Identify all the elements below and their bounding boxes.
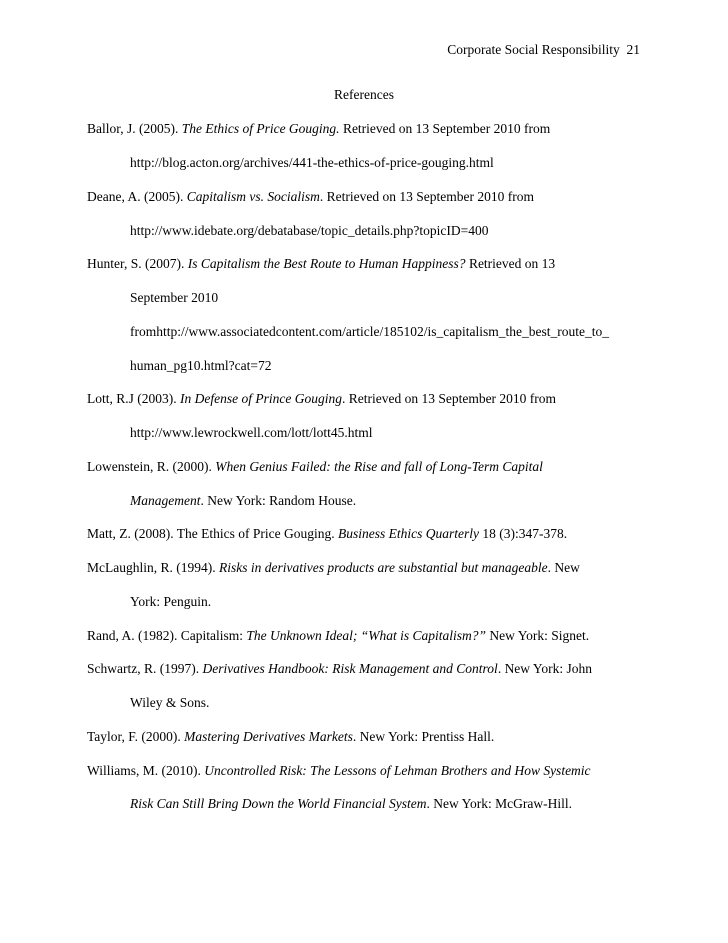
reference-hunter-date: September 2010: [130, 290, 219, 305]
ref-title: When Genius Failed: the Rise and fall of Long-Term Capital: [215, 459, 543, 474]
reference-schwartz-cont: Wiley & Sons.: [130, 695, 210, 710]
ref-author-date: Ballor, J. (2005).: [87, 121, 182, 136]
ref-journal: Business Ethics Quarterly: [337, 526, 479, 541]
ref-source: . New: [547, 560, 580, 575]
reference-williams: [87, 763, 591, 779]
reference-schwartz: [87, 661, 592, 677]
ref-author-date: Williams, M. (2010).: [87, 763, 205, 778]
reference-ballor-url: http://blog.acton.org/archives/441-the-ethics-of-price-gouging.html: [130, 155, 494, 170]
ref-source: 18 (3):347-378.: [478, 526, 568, 541]
ref-author-date: Schwartz, R. (1997).: [87, 661, 203, 676]
ref-source: . New York: McGraw-Hill.: [426, 796, 572, 811]
ref-source: New York: Signet.: [486, 628, 590, 643]
reference-lott: [87, 391, 556, 407]
ref-author-date: Lott, R.J (2003).: [87, 391, 180, 406]
reference-matt: [87, 526, 567, 542]
reference-mclaughlin: [87, 560, 580, 576]
ref-author-date: Deane, A. (2005).: [87, 189, 187, 204]
reference-mclaughlin-cont: York: Penguin.: [130, 594, 212, 609]
reference-lowenstein: [87, 459, 543, 475]
ref-author-date: Rand, A. (1982). Capitalism:: [87, 628, 247, 643]
reference-hunter-url-1: fromhttp://www.associatedcontent.com/article/185102/is_capitalism_the_best_route_to_: [130, 324, 610, 339]
ref-title: The Ethics of Price Gouging.: [181, 121, 340, 136]
reference-deane: [87, 189, 534, 205]
ref-source: Retrieved on 13 September 2010 from: [339, 121, 551, 136]
ref-source: . Retrieved on 13 September 2010 from: [341, 391, 557, 406]
ref-source: . New York: Random House.: [200, 493, 357, 508]
reference-taylor: [87, 729, 494, 745]
reference-hunter-url-2: human_pg10.html?cat=72: [130, 358, 272, 373]
reference-williams-cont: [130, 796, 572, 812]
ref-title: Is Capitalism the Best Route to Human Happiness?: [187, 256, 466, 271]
ref-title: Risks in derivatives products are substantial but manageable: [218, 560, 548, 575]
running-header: [447, 42, 640, 58]
ref-title: In Defense of Prince Gouging: [180, 391, 342, 406]
reference-deane-url: http://www.idebate.org/debatabase/topic_details.php?topicID=400: [130, 223, 489, 238]
references-heading: References: [334, 87, 394, 102]
reference-hunter: [87, 256, 555, 272]
running-head-title: Corporate Social Responsibility: [447, 42, 620, 57]
ref-author-date: Taylor, F. (2000).: [87, 729, 185, 744]
ref-author-date: McLaughlin, R. (1994).: [87, 560, 219, 575]
reference-rand: [87, 628, 589, 644]
ref-author-date: Matt, Z. (2008). The Ethics of Price Gouging.: [87, 526, 338, 541]
ref-author-date: Hunter, S. (2007).: [87, 256, 188, 271]
ref-source: . New York: Prentiss Hall.: [352, 729, 495, 744]
ref-author-date: Lowenstein, R. (2000).: [87, 459, 216, 474]
ref-source: . New York: John: [497, 661, 592, 676]
ref-title: Derivatives Handbook: Risk Management and Control: [202, 661, 498, 676]
ref-title: The Unknown Ideal; “What is Capitalism?”: [246, 628, 487, 643]
ref-source: . Retrieved on 13 September 2010 from: [319, 189, 534, 204]
reference-ballor: [87, 121, 550, 137]
ref-title-cont: Risk Can Still Bring Down the World Financial System: [130, 796, 427, 811]
ref-title: Uncontrolled Risk: The Lessons of Lehman Brothers and How Systemic: [204, 763, 591, 778]
ref-title-cont: Management: [130, 493, 201, 508]
ref-title: Mastering Derivatives Markets: [184, 729, 353, 744]
reference-lott-url: http://www.lewrockwell.com/lott/lott45.html: [130, 425, 373, 440]
ref-source: Retrieved on 13: [465, 256, 556, 271]
reference-lowenstein-cont: [130, 493, 356, 509]
page-number: 21: [626, 42, 640, 57]
ref-title: Capitalism vs. Socialism: [186, 189, 320, 204]
